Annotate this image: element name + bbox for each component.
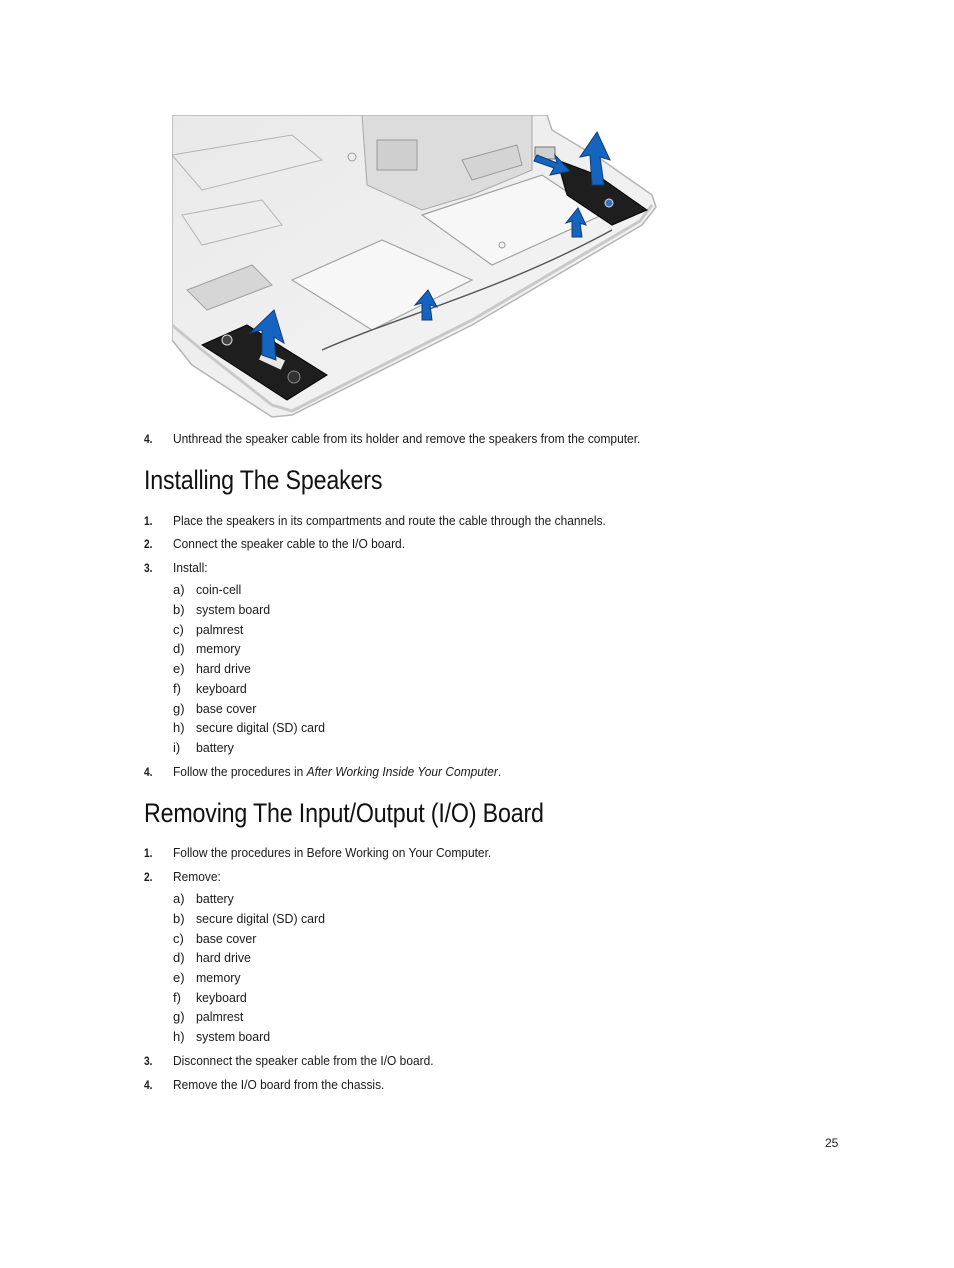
install-item: d) memory (173, 641, 241, 656)
remove-step-3: 3. Disconnect the speaker cable from the I/O board. (144, 1053, 434, 1068)
page-number: 25 (825, 1136, 839, 1150)
remove-item: g) palmrest (173, 1009, 244, 1024)
install-item: g) base cover (173, 701, 257, 716)
install-item: c) palmrest (173, 622, 244, 637)
section-title-installing-speakers: Installing The Speakers (144, 465, 383, 495)
install-step-1: 1. Place the speakers in its compartments and route the cable through the channels. (144, 513, 606, 528)
remove-item: d) hard drive (173, 950, 251, 965)
install-step-2: 2. Connect the speaker cable to the I/O board. (144, 536, 406, 551)
section-title-removing-io-board: Removing The Input/Output (I/O) Board (144, 798, 544, 828)
speaker-removal-illustration (172, 115, 660, 419)
remove-item: b) secure digital (SD) card (173, 911, 326, 926)
after-working-inside-link-text: After Working Inside Your Computer (306, 764, 498, 779)
remove-step-2: 2. Remove: (144, 869, 221, 884)
remove-item: e) memory (173, 970, 241, 985)
chassis-drawing (172, 115, 660, 419)
remove-step-4: 4. Remove the I/O board from the chassis. (144, 1077, 385, 1092)
install-item: h) secure digital (SD) card (173, 720, 326, 735)
step-unthread: 4. Unthread the speaker cable from its holder and remove the speakers from the computer. (144, 431, 641, 446)
remove-item: a) battery (173, 891, 234, 906)
install-item: i) battery (173, 740, 234, 755)
remove-step-1: 1. Follow the procedures in Before Working on Your Computer. (144, 845, 492, 860)
remove-item: f) keyboard (173, 990, 247, 1005)
install-step-3: 3. Install: (144, 560, 208, 575)
remove-item: c) base cover (173, 931, 257, 946)
install-step-4: 4. Follow the procedures in After Working Inside Your Computer. (144, 764, 502, 779)
install-item: b) system board (173, 602, 271, 617)
install-item: e) hard drive (173, 661, 251, 676)
install-item: a) coin-cell (173, 582, 242, 597)
remove-item: h) system board (173, 1029, 271, 1044)
install-item: f) keyboard (173, 681, 247, 696)
